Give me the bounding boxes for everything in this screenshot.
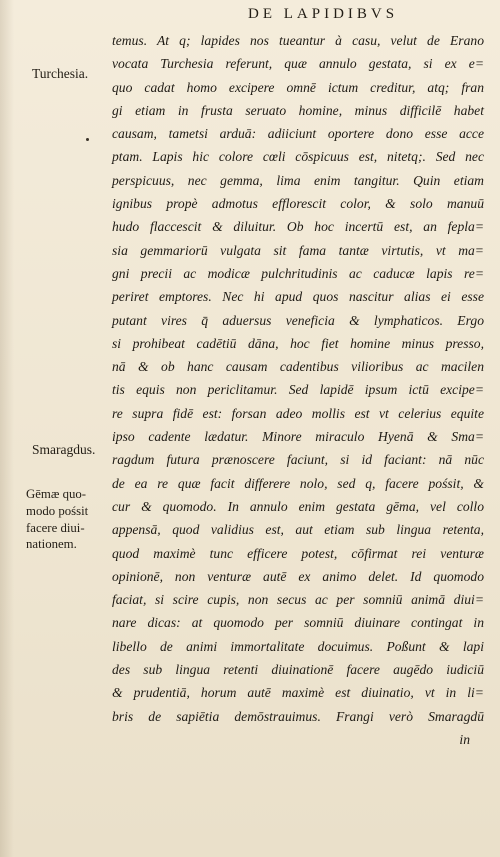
text-line: cur & quomodo. In annulo enim gestata gēma, vel collo (112, 498, 484, 514)
margin-note-gemmae (26, 486, 112, 553)
text-line: quod maximè tunc efficere potest, cōfirmat rei venturæ (112, 545, 484, 561)
text-line: ignibus propè admotus efflorescit color, & solo manuū (112, 196, 484, 212)
text-line: causam, tametsi arduā: adiiciunt oportere dono esse acce (112, 126, 484, 142)
margin-note-line: Gēmæ quo- (26, 487, 87, 501)
text-line: quo cadat homo excipere omnē ictum creditur, atq; fran (112, 79, 484, 95)
body-text (112, 29, 484, 751)
text-line: temus. At q; lapides nos tueantur à casu, velut de Erano (112, 33, 484, 48)
catchword: in (459, 731, 470, 747)
margin-note-turchesia: Turchesia. (32, 66, 89, 81)
text-line: re supra fidē est: forsan adeo mollis est vt celerius equite (112, 405, 484, 421)
text-line: appensā, quod validius est, aut etiam sub lingua retenta, (112, 522, 484, 538)
margin-note-line: nationem. (26, 537, 77, 552)
text-line: sia gemmariorū vulgata sit fama tantæ virtutis, vt ma= (112, 242, 484, 258)
margin-note-smaragdus: Smaragdus. (32, 442, 96, 457)
ink-speck (86, 138, 89, 141)
text-line: faciat, si scire cupis, non secus ac per somniū animā diui= (112, 592, 484, 608)
text-line: de ea re quæ facit differere nolo, sed q, facere pośsit, & (112, 475, 484, 491)
text-line: nare dicas: at quomodo per somniū diuinare contingat in (112, 615, 484, 631)
text-line: nā & ob hanc causam cadentibus vilioribus ac macilen (112, 359, 484, 375)
text-line: putant vires q̄ aduersus veneficia & lymphaticos. Ergo (112, 312, 484, 328)
text-line: vocata Turchesia referunt, quæ annulo gestata, si ex e= (112, 56, 484, 72)
text-line: gni precii ac modicæ pulchritudinis ac caducæ lapis re= (112, 265, 484, 281)
text-line: si prohibeat cadētiū dāna, hoc fiet homine minus presso, (112, 335, 484, 351)
text-line: ipso cadente lædatur. Minore miraculo Hyenā & Sma= (112, 429, 484, 445)
text-line: & prudentiā, horum autē maximè est diuinatio, vt in li= (112, 685, 484, 701)
text-line: ptam. Lapis hic colore cœli cōspicuus est, nitetq;. Sed nec (112, 149, 484, 165)
text-line: gi etiam in frusta seruato homine, minus difficilē habet (112, 102, 484, 118)
text-line: opinionē, non venturæ autē ex animo delet. Id quomodo (112, 568, 484, 584)
text-line: periret emptores. Nec hi apud quos nascitur alias ei esse (112, 289, 484, 305)
text-line: perspicuus, nec gemma, lima enim tangitur. Quin etiam (112, 172, 484, 188)
text-line: libello de animi immortalitate docuimus. Poßunt & lapi (112, 638, 484, 654)
text-line: des sub lingua retenti diuinationē facere augēdo iudiciū (112, 662, 484, 678)
text-line: bris de sapiētia demōstrauimus. Frangi verò Smaragdū (112, 708, 484, 724)
text-line: ragdum futura prænoscere faciunt, si id faciant: nā nūc (112, 452, 484, 468)
margin-note-line: facere diui- (26, 520, 85, 535)
margin-note-line: modo pośsit (26, 503, 89, 518)
text-line: hudo flaccescit & diluitur. Ob hoc incertū est, an fepla= (112, 219, 484, 235)
running-head: DE LAPIDIBVS (248, 6, 399, 22)
text-line: tis equis non periclitamur. Sed lapidē ipsum ictū excipe= (112, 382, 484, 398)
